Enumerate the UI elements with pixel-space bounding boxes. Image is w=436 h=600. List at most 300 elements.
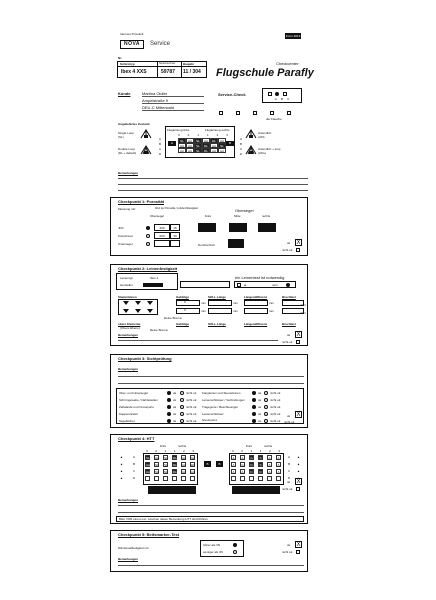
cp2-dan-1: daN <box>300 303 306 307</box>
cp4-left-cells-cell: AA <box>146 463 151 467</box>
cp4-right-cells-cell: S <box>259 456 262 460</box>
cp3-left-row-4: Kappenränder <box>119 412 139 416</box>
cp4-not-ok-label: nicht ok <box>282 487 293 491</box>
cp4-b-left: B <box>206 462 209 466</box>
cp4-letter-right-c: C <box>288 469 291 473</box>
flag-checkbox-4[interactable] <box>270 111 274 115</box>
cp5-opt1-selected[interactable] <box>233 543 237 547</box>
cp4-left-cells-cell <box>163 476 168 481</box>
cp3-left-ok-4[interactable] <box>167 412 171 416</box>
cp3-right-nok-4[interactable] <box>264 412 268 416</box>
cp3-left-nok-1[interactable] <box>180 391 184 395</box>
cond-r3-c3: SL <box>194 148 202 153</box>
cp2-line-type-label: Leinentyp <box>120 276 134 280</box>
lines-right-title: Flugleinung rechts <box>205 128 230 132</box>
cp4-left-cells-cell: SL <box>164 456 168 460</box>
cp4-arrows-left <box>120 454 123 482</box>
condition-label: Angeliefertes Zustand <box>118 122 150 126</box>
remarks-line-top-3 <box>118 190 308 191</box>
cp2-line-mod-label: Hersteller <box>120 283 133 287</box>
cp2-upper-bruch: Bruchlast <box>282 322 296 326</box>
cp4-arrow-left-1-icon: ▲ <box>120 455 123 459</box>
cp4-ok-label: ok <box>287 480 291 484</box>
cp5-ok-box[interactable]: X <box>296 542 301 548</box>
cp3-right-nok-text-4: nicht ok <box>270 412 281 416</box>
cp3-right-nok-3[interactable] <box>264 405 268 409</box>
cp1-measure-label: Messung mit: <box>118 207 136 211</box>
customer-line-2: Ampelstraße 9 <box>142 98 204 104</box>
cp3-left-nok-text-3: nicht ok <box>186 405 197 409</box>
cp4-right-num-1: 3 <box>232 449 234 453</box>
cp3-left-ok-text-2: ok <box>173 398 177 402</box>
cp4-left-cells-cell: AA <box>155 456 160 460</box>
cp4-right-title: rechts <box>264 444 273 448</box>
cp4-right-cells-cell: A <box>232 463 235 467</box>
cp2-ok-label: ok <box>287 333 291 337</box>
cp1-redacted-mid <box>229 223 247 232</box>
cond-r1-c1: SL <box>178 138 186 143</box>
version-badge: Form 2013 <box>285 34 301 38</box>
flag-checkbox-2[interactable] <box>236 111 240 115</box>
condition-letters-right <box>240 137 242 157</box>
cp2-bruchlast-label: Bruchlast <box>282 295 296 299</box>
cp2-gap-val-2[interactable] <box>176 308 200 314</box>
cp5-label: Windsmellfestigkeit mit <box>118 546 149 550</box>
cp2-upper-gap: Gabbtige <box>176 322 190 326</box>
cp3-right-nok-1[interactable] <box>264 391 268 395</box>
cp3-left-row-1: Ober- und Untersegel <box>119 391 148 395</box>
cp2-mm-4: mm <box>233 309 238 313</box>
cp2-more-label: kleine Brema <box>164 316 182 320</box>
product-table-col2 <box>181 61 182 78</box>
cp3-right-ok-text-1: ok <box>258 391 262 395</box>
cp2-soll-val-1[interactable] <box>208 300 232 306</box>
cp5-remarks-label: Bemerkungen <box>118 557 139 561</box>
cp3-right-ok-2[interactable] <box>252 398 256 402</box>
cp4-left-cells-cell: AA <box>191 470 196 474</box>
condition-letter-b: B <box>159 142 162 146</box>
cp4-right-cells-cell: A <box>268 456 271 460</box>
cp4-right-num-2: 2 <box>241 449 243 453</box>
lines-right-code: B <box>228 141 231 145</box>
cp3-right-ok-1[interactable] <box>252 391 256 395</box>
cp3-right-ok-text-5: ok <box>258 419 262 423</box>
lines-num-4: 1 <box>206 133 209 137</box>
customer-line-3: DEU-C Mitterwald <box>142 105 204 111</box>
cp4-left-cells-cell: AA <box>182 463 187 467</box>
cp3-left-ok-text-1: ok <box>173 391 177 395</box>
cp2-line-type-value: Ibex 4 <box>150 276 159 280</box>
customer-line-1: Martina Oidler <box>142 91 204 97</box>
lines-num-5: 2 <box>216 133 219 137</box>
cp3-right-ok-3[interactable] <box>252 405 256 409</box>
cp4-letter-right-a: A <box>288 455 291 459</box>
cp4-left-title-right: rechts <box>178 444 187 448</box>
cp4-left-num-5: 2 <box>183 449 185 453</box>
cp4-left-cells-cell: SL <box>155 470 159 474</box>
cp4-left-cells-cell: AA <box>182 456 187 460</box>
cond-r3-c5: AA <box>211 149 216 153</box>
cp3-left-ok-2[interactable] <box>167 398 171 402</box>
cp2-remarks-label: Bemerkungen <box>118 333 139 337</box>
remarks-line-top-2 <box>118 184 308 185</box>
cp1-not-ok-box[interactable] <box>296 248 300 252</box>
cp1-ok-label: ok <box>287 241 291 245</box>
cp2-soll-val-2[interactable] <box>208 308 232 314</box>
cp4-left-num-4: 1 <box>173 449 176 453</box>
cp2-not-ok-label: nicht ok <box>282 340 293 344</box>
double-loop-diagram-icon <box>140 145 152 155</box>
cp2-upper-soll: SOLL-Länge <box>208 322 226 326</box>
cp2-gap-val-1[interactable] <box>176 300 200 306</box>
cp4-letters-right <box>288 454 290 482</box>
cp4-right-cells-cell <box>249 476 254 481</box>
cp4-right-num-6: 3 <box>278 449 280 453</box>
cp4-letter-left-b: B <box>133 462 136 466</box>
cp3-right-nok-text-5: nicht ok <box>270 419 281 423</box>
cp4-redacted-right <box>232 486 280 494</box>
cond-r2-c2: AA <box>187 144 192 148</box>
cp2-remarks-line <box>118 340 278 341</box>
cp4-left-num-1: 3 <box>146 449 148 453</box>
cp3-left-ok-text-5: ok <box>173 419 177 423</box>
cond-r2-c5: AA <box>211 144 216 148</box>
cp4-left-cells-cell <box>145 476 150 481</box>
cp4-right-cells-cell: A <box>232 470 235 474</box>
cp1-ok-box[interactable]: X <box>296 240 301 246</box>
cp3-left-nok-5[interactable] <box>180 419 184 423</box>
cp2-line-blank-box[interactable] <box>180 281 230 288</box>
cp4-redacted-left <box>148 486 196 494</box>
cp3-right-nok-5[interactable] <box>264 419 268 423</box>
cp2-soll-label: SOLL-Länge <box>208 295 226 299</box>
cp2-laenge-val-2[interactable] <box>244 308 268 314</box>
cp2-not-ok-box[interactable] <box>296 340 300 344</box>
cp2-stems-label: Stammleinen <box>118 295 137 299</box>
cp3-not-ok-label: nicht ok <box>284 420 295 424</box>
cp4-title: Checkpunkt 4: HTT <box>118 436 155 441</box>
product-header-year: Baujahr <box>183 62 195 66</box>
cond-r1-c5: DL <box>210 138 218 143</box>
cp5-remarks-line <box>118 565 304 566</box>
cp4-not-ok-box[interactable] <box>296 487 300 491</box>
double-loop-sub: (DL + default) <box>118 151 137 155</box>
cp3-line-2 <box>118 383 304 384</box>
cp4-left-cells-cell: AA <box>146 470 151 474</box>
flag-checkbox-5[interactable] <box>287 111 291 115</box>
cp1-not-ok-label: nicht ok <box>282 248 293 252</box>
cp4-letter-left-a: A <box>133 455 136 459</box>
remarks-label-top: Bemerkungen <box>118 171 139 175</box>
cp4-right-cells-cell: A <box>232 456 235 460</box>
logo-text: NOVA <box>123 41 141 47</box>
antenna-loop-diagram-icon <box>245 145 257 155</box>
condition-letters <box>159 137 161 157</box>
cp4-right-title-left: links <box>246 444 253 448</box>
cp2-mm-5: mm <box>269 301 274 305</box>
cp2-stem-frame <box>118 299 158 315</box>
cp4-left-title: links <box>160 444 167 448</box>
cp2-new-line-label: ein Leinentest ist notwendig <box>235 275 285 280</box>
cp3-right-row-5: Speedsystem <box>202 419 218 422</box>
cp4-left-cells-cell: SL <box>146 456 150 460</box>
cp4-left-num-6: 3 <box>192 449 194 453</box>
cp2-mm-2: mm <box>201 309 206 313</box>
cp1-radio-jdc-selected[interactable] <box>146 226 150 230</box>
cp3-left-ok-3[interactable] <box>167 405 171 409</box>
cond-r1-c4: AA <box>203 139 208 143</box>
cp5-not-ok-label: nicht ok <box>282 550 293 554</box>
cp4-right-cells-cell: A <box>277 470 280 474</box>
internal-label: Internes Protokoll <box>120 32 144 36</box>
product-year-value: 11 / 304 <box>183 69 201 75</box>
cp4-right-cells-cell: D <box>259 470 262 474</box>
cp2-mm-1: mm <box>201 301 206 305</box>
service-code-b: B <box>280 97 283 101</box>
cp2-upper-label: obere Elemente <box>118 322 141 326</box>
cp3-left-row-2: Schirmgewebe / Nahtsstellen <box>119 398 158 402</box>
cp4-left-cells-cell: AA <box>182 470 187 474</box>
remarks-line-top-1 <box>118 178 308 179</box>
condition-letter-right-b: B <box>240 142 243 146</box>
cp4-arrow-right-3-icon: ▲ <box>297 469 300 473</box>
cp1-row-label-3: Untersegel <box>118 242 133 246</box>
cp1-redacted-avg <box>228 239 244 248</box>
cp2-laenge-val-1[interactable] <box>244 300 268 306</box>
antenna-loop-label: Antendich + loop <box>258 147 281 151</box>
antenna-sub: (AM) <box>258 135 265 139</box>
cond-r3-c4: DL <box>202 148 210 153</box>
cp4-left-cells-cell: SL <box>155 463 159 467</box>
cp3-right-row-3: Tragegurte / Beschleuniger <box>202 405 239 409</box>
cp4-right-cells-cell <box>231 476 236 481</box>
service-label: Service <box>150 41 171 47</box>
cp1-measure-sub: Wert der Porosität / Luftdurchlässigkeit <box>155 207 198 210</box>
cp5-opt2: weniger als 3N <box>203 550 223 554</box>
lines-num-3: 1 <box>197 133 199 137</box>
cp5-ok-label: ok <box>287 543 291 547</box>
cp4-left-num-3: 1 <box>164 449 167 453</box>
cp3-right-nok-text-2: nicht ok <box>270 398 281 402</box>
double-loop-label: Double Loop <box>118 147 136 151</box>
cp5-not-ok-box[interactable] <box>296 550 300 554</box>
cp3-left-row-3: Zellwände und Crossports <box>119 405 154 409</box>
cp1-value-3b[interactable] <box>170 240 180 247</box>
cp1-right: rechts <box>262 214 271 218</box>
cp4-ok-box[interactable]: X <box>296 479 301 485</box>
cp4-letters-left <box>133 454 135 482</box>
cp4-right-cells-cell: A <box>268 463 271 467</box>
cp1-redacted-left <box>198 223 216 232</box>
product-serial-value: 59787 <box>161 69 175 75</box>
cp4-left-cells-cell <box>172 476 177 481</box>
cp2-ja-checkbox[interactable] <box>237 283 241 287</box>
cp4-left-cells-cell <box>190 476 195 481</box>
condition-letter-right-d: D <box>240 152 243 156</box>
cp3-left-nok-2[interactable] <box>180 398 184 402</box>
cp3-right-ok-text-2: ok <box>258 398 262 402</box>
center-name: Flugschule Parafly <box>216 67 314 79</box>
cp3-right-row-4: Leinenschlösser <box>202 412 224 416</box>
cp5-title: Checkpunkt 5: Beitsmarker-Test <box>118 532 180 537</box>
cp3-right-row-1: Fangleinen und Steuerleinen <box>202 391 241 395</box>
cp3-right-ok-text-4: ok <box>258 412 262 416</box>
cp3-right-ok-5[interactable] <box>252 419 256 423</box>
cp2-nein-selected[interactable] <box>286 283 290 287</box>
lines-left-code: A <box>170 141 173 145</box>
lines-num-6: 3 <box>226 133 228 137</box>
cp1-top-sub: Obersegel <box>150 214 164 218</box>
cp4-left-cells-cell <box>181 476 186 481</box>
cond-r1-c2: AA <box>187 139 192 143</box>
cp3-left-nok-text-5: nicht ok <box>186 419 197 423</box>
cp4-note: Bitte VOR einem evt. Löschen dieser Bemerkung HTT durchführen <box>119 517 208 521</box>
cp1-row-label-2: Kreiszinner <box>118 234 134 238</box>
cp2-gap-1-text: 0 <box>184 300 186 304</box>
cp4-left-cells-cell: SL <box>191 456 195 460</box>
cp4-arrow-right-4-icon: ▲ <box>297 476 300 480</box>
nr-label: Nr. <box>118 56 123 60</box>
cp2-mm-6: mm <box>269 309 274 313</box>
cp3-right-nok-text-1: nicht ok <box>270 391 281 395</box>
cp4-left-cells-cell: DL <box>173 470 177 474</box>
cp4-right-cells-cell: G <box>241 463 244 467</box>
cp4-left-cells-cell: SL <box>164 470 168 474</box>
cp3-line-1 <box>118 376 304 377</box>
cp4-right-num-3: 1 <box>250 449 253 453</box>
condition-letter-c: C <box>159 147 162 151</box>
cp4-letter-right-b: B <box>288 462 291 466</box>
cp3-right-ok-4[interactable] <box>252 412 256 416</box>
cp4-right-cells-cell: D <box>250 470 253 474</box>
service-check-codes <box>264 97 300 101</box>
cp4-right-cells-cell <box>267 476 272 481</box>
cond-r3-c2: AA <box>187 149 192 153</box>
cp4-letter-left-d: D <box>133 476 136 480</box>
checkbox-row-label: der Flaeche <box>266 117 282 121</box>
cp3-right-row-2: Leinenschlösser / Verbindungen <box>202 398 245 402</box>
cp3-ok-box[interactable]: X <box>296 412 301 418</box>
flag-checkbox-3[interactable] <box>253 111 257 115</box>
cp2-upper-laenge: Längendifferenz <box>244 322 268 326</box>
service-check-a[interactable] <box>268 92 272 96</box>
nova-logo <box>120 40 144 49</box>
cp4-right-cells-cell: A <box>241 470 244 474</box>
cp1-radio-unter[interactable] <box>146 242 150 246</box>
cond-r2-c3: SL <box>194 143 202 148</box>
cp2-mm-3: mm <box>233 301 238 305</box>
lines-num-1: 3 <box>178 133 180 137</box>
cond-r2-c6: SL <box>218 143 226 148</box>
cp2-ok-box[interactable]: X <box>296 332 301 338</box>
product-table-divider <box>117 66 207 67</box>
cp2-gap-2-text: 0 <box>184 308 186 312</box>
service-check-b-selected[interactable] <box>275 92 279 96</box>
cp2-nein-label: nein <box>272 283 278 287</box>
cp3-left-nok-text-1: nicht ok <box>186 391 197 395</box>
cp4-right-cells-cell: A <box>277 456 280 460</box>
cp3-left-nok-text-4: nicht ok <box>186 412 197 416</box>
cp4-right-num-4: 1 <box>259 449 262 453</box>
cp4-remarks-line-1 <box>118 505 304 506</box>
cp2-laenge-label: Längendifferenz <box>244 295 268 299</box>
service-check-c[interactable] <box>283 92 287 96</box>
cp4-right-cells-cell <box>240 476 245 481</box>
cond-r3-c1: AA <box>179 149 184 153</box>
cp4-right-cells-cell: A <box>268 470 271 474</box>
cp4-left-num-2: 2 <box>155 449 157 453</box>
cp2-title: Checkpunkt 2: Leinenfestigkeit <box>118 266 178 271</box>
flag-checkbox-1[interactable] <box>219 111 223 115</box>
cp4-arrow-right-2-icon: ▲ <box>297 462 300 466</box>
checkcenter-label: Checkcenter: <box>276 61 300 66</box>
cond-r2-c4: DL <box>202 143 210 148</box>
cp4-left-cells-cell: DL <box>173 463 177 467</box>
cp1-upper-label: Obersegel <box>235 208 254 213</box>
cp1-value-1b[interactable]: 15 <box>170 224 180 231</box>
cp5-opt2-radio[interactable] <box>233 550 237 554</box>
cp4-remarks-line-2 <box>118 512 304 513</box>
cp1-row-label-1: JDC <box>118 226 124 230</box>
cp3-right-ok-text-3: ok <box>258 405 262 409</box>
cp1-radio-kreis[interactable] <box>146 234 150 238</box>
cp3-left-ok-1[interactable] <box>167 391 171 395</box>
cp1-value-1a[interactable]: 299 <box>154 224 170 231</box>
service-check-label: Service-Check <box>218 92 246 97</box>
cp4-right-cells-cell <box>276 476 281 481</box>
cond-r2-c1: AA <box>179 144 184 148</box>
cp3-ok-label: ok <box>287 414 291 418</box>
cp3-left-ok-text-4: ok <box>173 412 177 416</box>
cp3-left-nok-3[interactable] <box>180 405 184 409</box>
cp1-redacted-right <box>258 223 276 232</box>
cp1-value-2b[interactable]: 30 <box>170 232 180 239</box>
cp4-right-cells-cell: G <box>250 456 253 460</box>
cond-r1-c6: AA <box>219 139 224 143</box>
condition-letter-right-a: A <box>240 137 243 141</box>
cp3-left-ok-text-3: ok <box>173 405 177 409</box>
cp4-right-cells-cell: A <box>277 463 280 467</box>
cp4-remarks-label: Bemerkungen <box>118 498 139 502</box>
condition-letter-right-c: C <box>240 147 243 151</box>
cp3-left-nok-text-2: nicht ok <box>186 398 197 402</box>
cp4-left-cells-cell <box>154 476 159 481</box>
customer-label: Kunde <box>118 91 131 96</box>
cp4-left-cells-cell: DL <box>191 463 195 467</box>
cp1-value-2a[interactable]: 000 <box>154 232 170 239</box>
product-table-col1 <box>157 61 158 78</box>
cp3-left-nok-4[interactable] <box>180 412 184 416</box>
cp3-remarks-label: Bemerkungen <box>118 367 139 371</box>
cp4-b-right: B <box>218 462 221 466</box>
cp2-line-box <box>116 273 178 290</box>
service-code-c: C <box>287 97 290 101</box>
cond-r1-c3: SL <box>194 138 202 143</box>
cp4-left-cells-cell: DL <box>173 456 177 460</box>
condition-letter-d: D <box>159 152 162 156</box>
antenna-loop-sub: (AM+) <box>258 151 267 155</box>
cp3-title: Checkpunkt 3: Sichtprüfung <box>118 356 172 361</box>
service-code-a: A <box>274 97 277 101</box>
cp3-right-nok-text-3: nicht ok <box>270 405 281 409</box>
cp3-left-ok-5[interactable] <box>167 419 171 423</box>
cp4-left-cells-cell: SL <box>164 463 168 467</box>
single-loop-label: Single Loop <box>118 131 134 135</box>
cp2-dan-2: daN <box>300 311 306 315</box>
single-loop-diagram-icon <box>140 129 152 139</box>
cp3-right-nok-2[interactable] <box>264 398 268 402</box>
cp1-value-3a[interactable] <box>154 240 170 247</box>
